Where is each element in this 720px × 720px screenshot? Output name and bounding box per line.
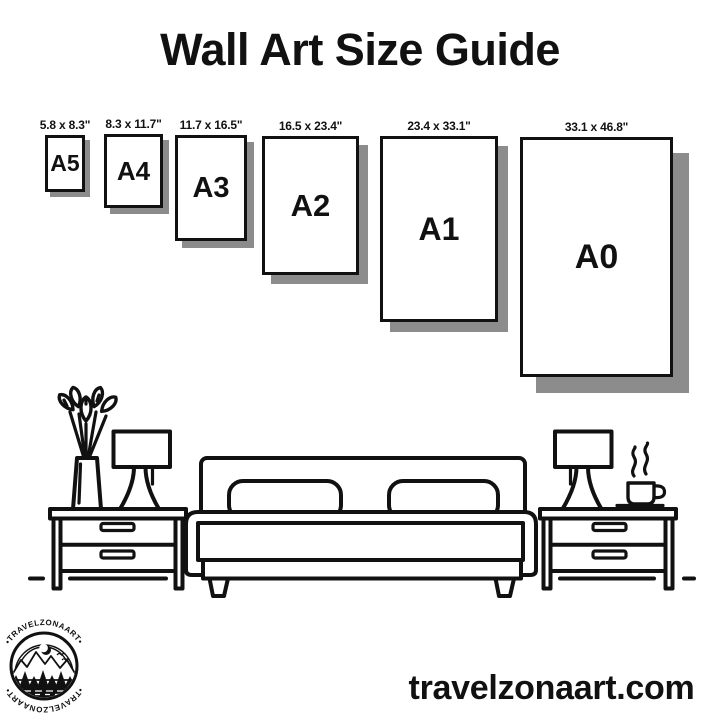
vase xyxy=(73,458,101,509)
size-card-a4 xyxy=(104,117,163,208)
size-label-a3: A3 xyxy=(192,171,230,204)
paper-a0 xyxy=(520,137,673,377)
size-dimensions-a2: 16.5 x 23.4" xyxy=(278,119,343,133)
size-card-a2 xyxy=(262,119,359,275)
size-dimensions-a3: 11.7 x 16.5" xyxy=(179,118,243,132)
bed-leg-left xyxy=(210,579,229,597)
size-dimensions-a5: 5.8 x 8.3" xyxy=(39,118,91,132)
bedroom-scene xyxy=(0,380,720,610)
size-label-a0: A0 xyxy=(574,237,619,276)
paper-a2 xyxy=(262,136,359,275)
potted-plant-icon xyxy=(56,386,118,509)
size-label-a5: A5 xyxy=(50,150,80,176)
logo-text-top: •TRAVELZONAART• xyxy=(3,617,85,646)
size-label-a4: A4 xyxy=(116,155,151,186)
logo-text-bottom: •TRAVELZONAART• xyxy=(3,686,85,715)
coffee-cup-icon xyxy=(617,443,665,506)
paper-a1 xyxy=(380,136,498,322)
size-dimensions-a1: 23.4 x 33.1" xyxy=(407,119,471,133)
size-card-a0 xyxy=(520,120,673,377)
paper-a4 xyxy=(104,134,163,208)
size-card-a3 xyxy=(175,118,247,241)
paper-a5 xyxy=(45,135,85,192)
size-label-a2: A2 xyxy=(290,187,331,223)
left-table-lamp-icon xyxy=(114,432,171,510)
mattress xyxy=(198,523,523,560)
size-dimensions-a0: 33.1 x 46.8" xyxy=(564,120,629,134)
size-label-a1: A1 xyxy=(418,210,460,247)
bed-icon xyxy=(186,458,536,596)
bed-leg-right xyxy=(496,579,515,597)
website-url: travelzonaart.com xyxy=(408,669,695,707)
page-title: Wall Art Size Guide xyxy=(160,24,560,75)
travelzonaart-logo xyxy=(0,614,96,718)
paper-a3 xyxy=(175,135,247,241)
size-card-a5 xyxy=(39,118,91,192)
right-table-lamp-icon xyxy=(555,432,612,510)
bed-frame xyxy=(203,560,521,579)
size-card-a1 xyxy=(380,119,498,322)
size-dimensions-a4: 8.3 x 11.7" xyxy=(105,117,162,131)
